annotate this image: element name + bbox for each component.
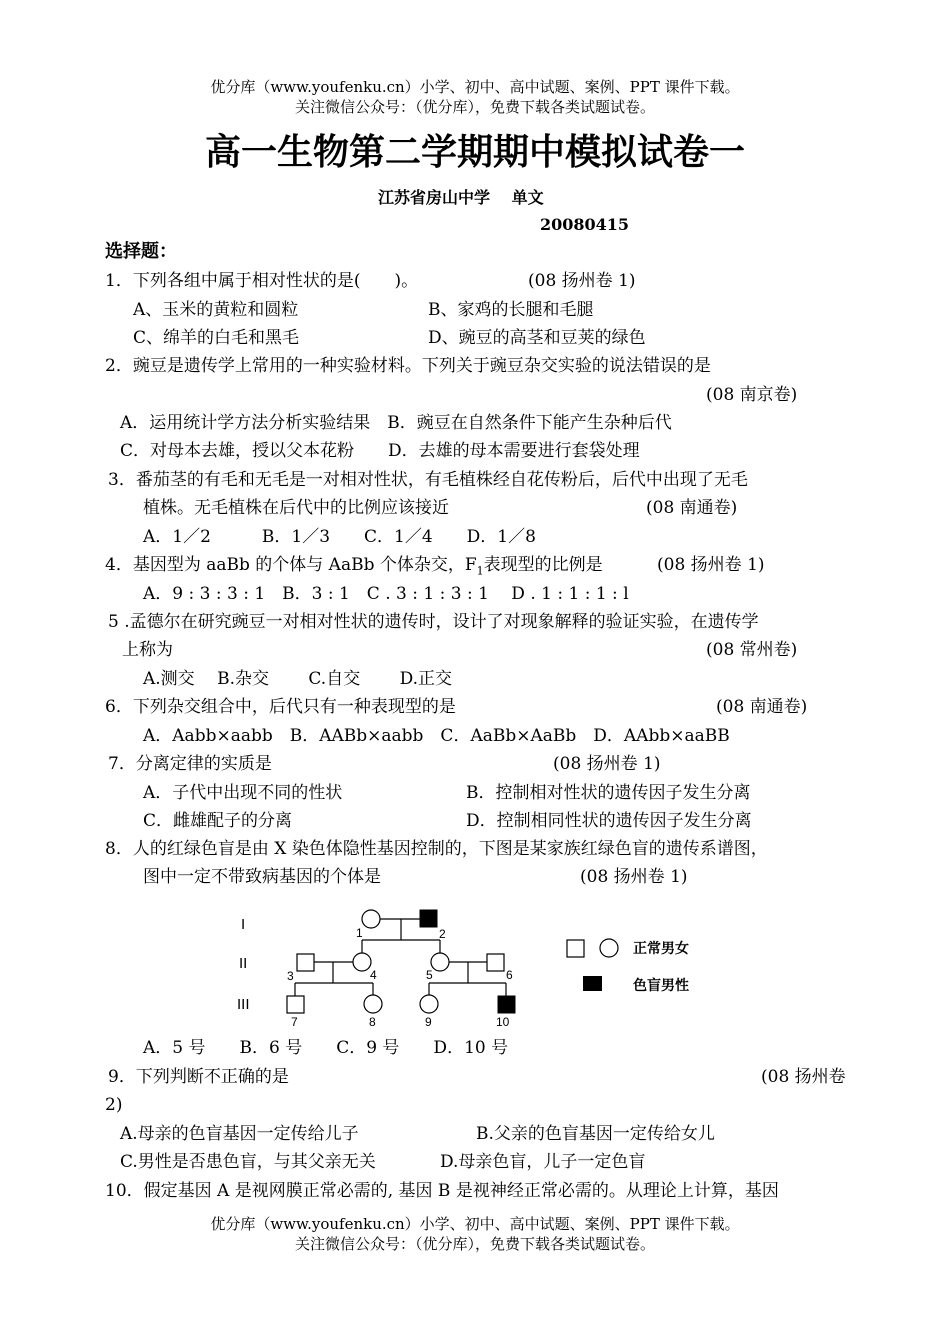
q5-source: (08 常州卷) [706,640,798,660]
q7-source: (08 扬州卷 1) [553,754,661,774]
q8-stem-line-1: 8．人的红绿色盲是由 X 染色体隐性基因控制的，下图是某家族红绿色盲的遗传系谱图， [105,839,768,859]
pedigree-individual-6 [487,954,504,971]
q3-options: A．1／2 B．1／3 C．1／4 D．1／8 [143,527,536,547]
pedigree-label-5: 5 [426,968,433,982]
footer-line-2: 关注微信公众号：（优分库），免费下载各类试题试卷。 [294,1235,655,1253]
q4-stem-a: 4．基因型为 aaBb 的个体与 AaBb 个体杂交，F [105,555,477,575]
q9-stem: 9．下列判断不正确的是 [108,1067,289,1087]
q5-options: A.测交 B.杂交 C.自交 D.正交 [143,669,453,689]
pedigree-individual-7 [287,996,304,1013]
q7-option-a: A．子代中出现不同的性状 [143,783,343,803]
q7-option-d: D．控制相同性状的遗传因子发生分离 [466,811,752,831]
pedigree-gen-1-label: I [241,916,246,933]
q1-stem: 1．下列各组中属于相对性状的是( )。 [105,271,419,291]
pedigree-label-4: 4 [370,968,377,982]
section-heading: 选择题： [105,241,177,262]
legend-normal-female-icon [600,939,618,957]
q2-options-ab: A．运用统计学方法分析实验结果 B．豌豆在自然条件下能产生杂种后代 [120,413,672,433]
q9-source-part-2: 2) [105,1095,123,1115]
q1-source: (08 扬州卷 1) [528,271,636,291]
q5-stem-line-2: 上称为 [122,640,173,660]
pedigree-label-10: 10 [496,1015,510,1029]
pedigree-chart [225,900,735,1030]
pedigree-individual-10 [498,996,515,1013]
q1-option-a: A、玉米的黄粒和圆粒 [133,300,299,320]
q1-option-b: B、家鸡的长腿和毛腿 [428,300,594,320]
legend-affected-label: 色盲男性 [633,977,689,993]
q8-stem-line-2: 图中一定不带致病基因的个体是 [143,867,381,887]
q3-stem-line-1: 3．番茄茎的有毛和无毛是一对相对性状，有毛植株经自花传粉后，后代中出现了无毛 [108,470,748,490]
pedigree-individual-5 [431,953,449,971]
q3-source: (08 南通卷) [646,498,738,518]
legend-normal-label: 正常男女 [633,940,689,956]
q7-option-c: C．雌雄配子的分离 [143,811,293,831]
pedigree-individual-8 [364,995,382,1013]
pedigree-individual-3 [297,954,314,971]
pedigree-label-7: 7 [291,1015,298,1029]
header-line-1: 优分库（www.youfenku.cn）小学、初中、高中试题、案例、PPT 课件下载。 [210,78,740,96]
pedigree-label-6: 6 [506,968,513,982]
q3-stem-line-2: 植株。无毛植株在后代中的比例应该接近 [143,498,449,518]
q2-source: (08 南京卷) [706,385,798,405]
q4-stem-b: 表现型的比例是 [483,555,603,575]
q7-stem: 7．分离定律的实质是 [108,754,272,774]
footer-line-1: 优分库（www.youfenku.cn）小学、初中、高中试题、案例、PPT 课件下载。 [210,1215,740,1233]
q9-option-c: C.男性是否患色盲，与其父亲无关 [120,1152,376,1172]
q9-source-part-1: (08 扬州卷 [761,1067,846,1087]
q6-stem: 6．下列杂交组合中，后代只有一种表现型的是 [105,697,456,717]
q5-stem-line-1: 5 .孟德尔在研究豌豆一对相对性状的遗传时，设计了对现象解释的验证实验，在遗传学 [108,612,759,632]
legend-affected-male-icon [583,976,602,991]
q6-options: A．Aabb×aabb B．AABb×aabb C．AaBb×AaBb D．AAbb×aaBB [143,726,730,746]
pedigree-label-3: 3 [287,969,294,983]
header-line-2: 关注微信公众号：（优分库），免费下载各类试题试卷。 [294,98,655,116]
legend-normal-male-icon [567,940,584,957]
q9-option-b: B.父亲的色盲基因一定传给女儿 [476,1124,715,1144]
q4-stem [105,554,603,582]
pedigree-individual-9 [420,995,438,1013]
pedigree-gen-2-label: II [239,955,248,972]
q1-option-c: C、绵羊的白毛和黑毛 [133,328,300,348]
q10-stem: 10．假定基因 A 是视网膜正常必需的, 基因 B 是视神经正常必需的。从理论上计算，基因 [105,1181,779,1201]
q2-options-cd: C．对母本去雄，授以父本花粉 D．去雄的母本需要进行套袋处理 [120,441,640,461]
pedigree-label-2: 2 [439,927,446,941]
pedigree-label-1: 1 [356,926,363,940]
pedigree-label-8: 8 [369,1015,376,1029]
pedigree-individual-4 [353,953,371,971]
q6-source: (08 南通卷) [716,697,808,717]
q7-option-b: B．控制相对性状的遗传因子发生分离 [466,783,751,803]
q2-stem: 2．豌豆是遗传学上常用的一种实验材料。下列关于豌豆杂交实验的说法错误的是 [105,356,711,376]
q8-options: A．5 号 B．6 号 C．9 号 D．10 号 [143,1038,509,1058]
q9-option-a: A.母亲的色盲基因一定传给儿子 [120,1124,359,1144]
page-title: 高一生物第二学期期中模拟试卷一 [204,131,745,173]
pedigree-individual-2 [420,910,437,927]
q8-source: (08 扬州卷 1) [580,867,688,887]
q1-option-d: D、豌豆的高茎和豆荚的绿色 [428,328,646,348]
pedigree-gen-3-label: III [237,996,250,1013]
author: 江苏省房山中学 单文 [378,188,544,207]
q9-option-d: D.母亲色盲，儿子一定色盲 [440,1152,646,1172]
date: 20080415 [540,215,630,234]
q4-options: A．9 : 3 : 3 : 1 B．3 : 1 C . 3 : 1 : 3 : 1 D . 1 : 1 : 1 : l [143,584,629,604]
pedigree-individual-1 [362,910,380,928]
pedigree-label-9: 9 [425,1015,432,1029]
q4-subscript: 1 [476,564,484,578]
q4-source: (08 扬州卷 1) [657,555,765,575]
